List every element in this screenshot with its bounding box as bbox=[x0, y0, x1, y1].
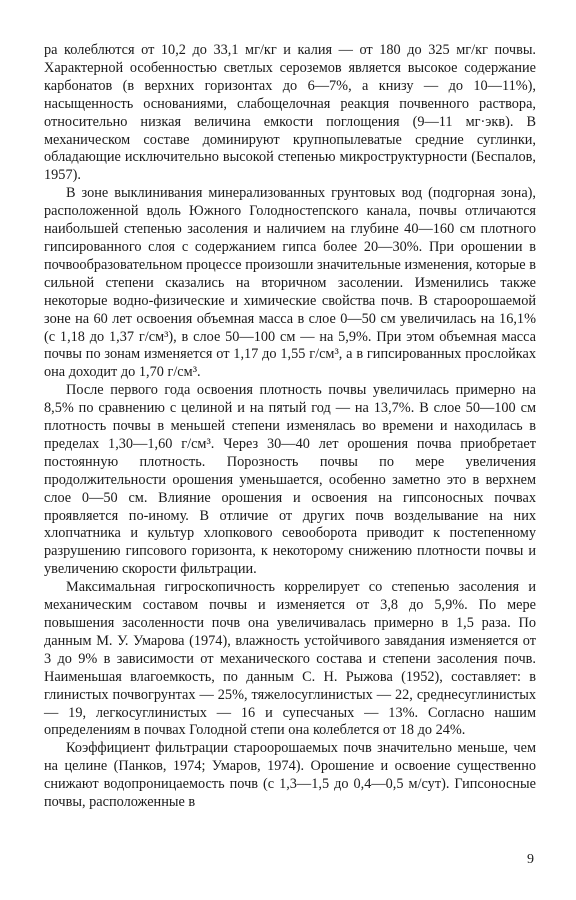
page-number: 9 bbox=[527, 852, 534, 867]
paragraph-filtration: Коэффициент фильтрации староорошаемых почв значительно меньше, чем на целине (Панков, 1974; Умаров, 1974). Орошение и освоение существенно снижают водопроницаемость почв (с 1,3—1,5 до 0,4—0,5 м/сут). Гипсоносные почвы, расположенные в bbox=[44, 740, 536, 811]
paragraph-continuation: ра колеблются от 10,2 до 33,1 мг/кг и калия — от 180 до 325 мг/кг почвы. Характерной особенностью светлых сероземов является высокое содержание карбонатов (в верхних горизонтах до 6—7%, а книзу — до 10—11%), насыщенность основаниями, слабощелочная реакция почвенного раствора, относительно низкая величина емкости поглощения (9—11 мг·экв). В механическом составе доминируют крупнопылеватые средние суглинки, обладающие исключительно высокой степенью микроструктурности (Беспалов, 1957). bbox=[44, 42, 536, 184]
paragraph-density: После первого года освоения плотность почвы увеличилась примерно на 8,5% по сравнению с целиной и на пятый год — на 13,7%. В слое 50—100 см плотность почвы в меньшей степени изменялась во времени и находилась в пределах 1,30—1,60 г/см³. Через 30—40 лет орошения почва приобретает постоянную плотность. Порозность почвы по мере увеличения продолжительности орошения уменьшается, особенно заметно это в верхнем слое 0—50 см. Влияние орошения и освоения на гипсоносных почвах проявляется по-иному. В отличие от других почв возделывание на них хлопчатника и культур хлопкового севооборота приводит к постепенному разрушению гипсового горизонта, к некоторому снижению плотности почвы и увеличению скорости фильтрации. bbox=[44, 382, 536, 578]
paragraph-subzone: В зоне выклинивания минерализованных грунтовых вод (подгорная зона), расположенной вдоль Южного Голодностепского канала, почвы отличаются наибольшей степенью засоления и наличием на глубине 40—160 см плотного гипсированного слоя с содержанием гипса более 20—30%. При орошении в почвообразовательном процессе произошли значительные изменения, которые в сильной степени сказались на вторичном засолении. Изменились также некоторые водно-физические и химические свойства почв. В староорошаемой зоне на 60 лет освоения объемная масса в слое 0—50 см увеличилась на 16,1% (с 1,18 до 1,37 г/см³), в слое 50—100 см — на 5,9%. При этом объемная масса почвы по зонам изменяется от 1,17 до 1,55 г/см³, а в гипсированных прослойках она доходит до 1,70 г/см³. bbox=[44, 185, 536, 381]
paragraph-hygroscopicity: Максимальная гигроскопичность коррелирует со степенью засоления и механическим составом почвы и изменяется от 3,8 до 5,9%. По мере повышения засоленности почв она увеличивалась примерно в 1,5 раза. По данным М. У. Умарова (1974), влажность устойчивого завядания изменяется от 3 до 9% в зависимости от механического состава и степени засоления почв. Наименьшая влагоемкость, по данным С. Н. Рыжова (1952), составляет: в глинистых почвогрунтах — 25%, тяжелосуглинистых — 22, среднесуглинистых — 19, легкосуглинистых — 16 и супесчаных — 13%. Согласно нашим определениям в почвах Голодной степи она колеблется от 18 до 24%. bbox=[44, 579, 536, 739]
